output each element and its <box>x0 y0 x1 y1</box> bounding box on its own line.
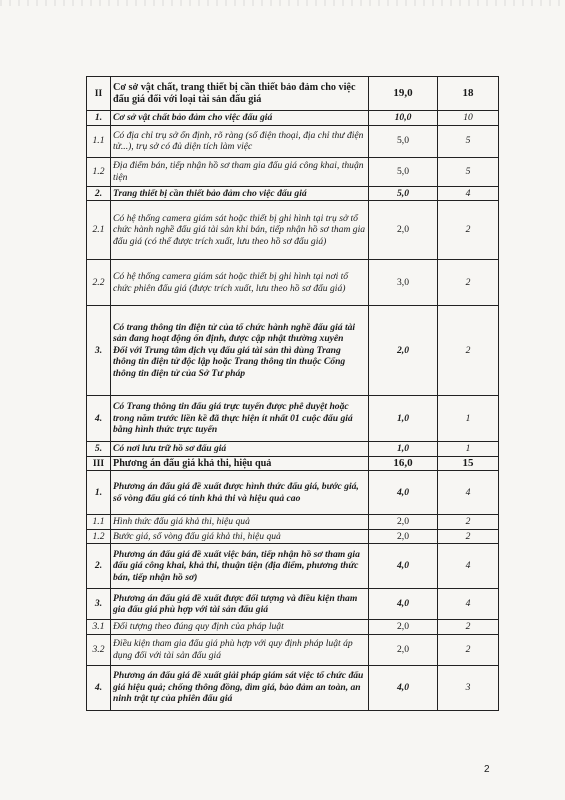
awarded-value: 2 <box>438 634 499 665</box>
criterion-text: Có trang thông tin điện tử của tổ chức hành nghề đấu giá tài sản đang hoạt động ổn định, được cập nhật thường xuyên Đối với Trung tâm dịch vụ đấu giá tài sản thì dùng Trang thông tin điện tử độc lập hoặc Trang thông tin thuộc Cổng thông tin điện tử của Sở Tư pháp <box>111 306 369 396</box>
table-row <box>87 186 499 201</box>
row-number: 3. <box>87 306 111 396</box>
table-row <box>87 396 499 442</box>
row-number: 1.1 <box>87 515 111 530</box>
table-row <box>87 529 499 544</box>
table-row <box>87 665 499 710</box>
criterion-text: Bước giá, số vòng đấu giá khả thi, hiệu quả <box>111 529 369 544</box>
score-value: 4,0 <box>369 471 438 515</box>
score-value: 16,0 <box>369 456 438 471</box>
criterion-text: Phương án đấu giá đề xuất việc bán, tiếp nhận hồ sơ tham gia đấu giá công khai, khả thi, thuận tiện (địa điểm, phương thức bán, tiếp nhận hồ sơ) <box>111 544 369 589</box>
row-number: 1. <box>87 471 111 515</box>
awarded-value: 4 <box>438 186 499 201</box>
criterion-text: Hình thức đấu giá khả thi, hiệu quả <box>111 515 369 530</box>
row-number: 2. <box>87 186 111 201</box>
table-row <box>87 634 499 665</box>
score-value: 3,0 <box>369 260 438 306</box>
row-number: III <box>87 456 111 471</box>
row-number: 2.1 <box>87 201 111 260</box>
score-value: 4,0 <box>369 544 438 589</box>
criterion-text: Đối tượng theo đúng quy định của pháp luật <box>111 620 369 635</box>
score-value: 5,0 <box>369 125 438 157</box>
criterion-text: Điều kiện tham gia đấu giá phù hợp với quy định pháp luật áp dụng đối với tài sản đấu giá <box>111 634 369 665</box>
table-row <box>87 125 499 157</box>
score-value: 1,0 <box>369 442 438 457</box>
table-row <box>87 456 499 471</box>
criterion-text: Trang thiết bị cần thiết bảo đảm cho việc đấu giá <box>111 186 369 201</box>
table-row <box>87 544 499 589</box>
table-row <box>87 77 499 111</box>
scan-edge <box>0 0 565 6</box>
criterion-text: Có Trang thông tin đấu giá trực tuyến được phê duyệt hoặc trong năm trước liền kề đã thực hiện ít nhất 01 cuộc đấu giá bằng hình thức trực tuyến <box>111 396 369 442</box>
table-row <box>87 589 499 620</box>
score-value: 1,0 <box>369 396 438 442</box>
score-value: 4,0 <box>369 665 438 710</box>
score-value: 4,0 <box>369 589 438 620</box>
criterion-text: Cơ sở vật chất, trang thiết bị cần thiết bảo đảm cho việc đấu giá đối với loại tài sản đấu giá <box>111 77 369 111</box>
row-number: 5. <box>87 442 111 457</box>
criterion-text: Địa điểm bán, tiếp nhận hồ sơ tham gia đấu giá công khai, thuận tiện <box>111 157 369 186</box>
table-row <box>87 442 499 457</box>
criterion-text: Phương án đấu giá đề xuất giải pháp giám sát việc tổ chức đấu giá hiệu quả; chống thông đồng, dìm giá, bảo đảm an toàn, an ninh trật tự của phiên đấu giá <box>111 665 369 710</box>
awarded-value: 2 <box>438 515 499 530</box>
table-row <box>87 260 499 306</box>
awarded-value: 3 <box>438 665 499 710</box>
table-row <box>87 111 499 126</box>
score-value: 2,0 <box>369 529 438 544</box>
criterion-text: Cơ sở vật chất bảo đảm cho việc đấu giá <box>111 111 369 126</box>
score-value: 2,0 <box>369 515 438 530</box>
table-row <box>87 201 499 260</box>
row-number: 4. <box>87 665 111 710</box>
row-number: 4. <box>87 396 111 442</box>
row-number: 1.2 <box>87 157 111 186</box>
awarded-value: 2 <box>438 306 499 396</box>
criterion-text: Có hệ thống camera giám sát hoặc thiết bị ghi hình tại trụ sở tổ chức hành nghề đấu giá tài sản khi bán, tiếp nhận hồ sơ tham gia đấu giá (có thể được trích xuất, lưu theo hồ sơ đấu giá) <box>111 201 369 260</box>
row-number: 1. <box>87 111 111 126</box>
score-value: 2,0 <box>369 201 438 260</box>
awarded-value: 15 <box>438 456 499 471</box>
page-number: 2 <box>484 764 490 775</box>
awarded-value: 4 <box>438 544 499 589</box>
row-number: II <box>87 77 111 111</box>
score-value: 19,0 <box>369 77 438 111</box>
criterion-text: Có địa chỉ trụ sở ổn định, rõ ràng (số điện thoại, địa chỉ thư điện tử...), trụ sở có đủ diện tích làm việc <box>111 125 369 157</box>
row-number: 3.2 <box>87 634 111 665</box>
awarded-value: 1 <box>438 396 499 442</box>
criterion-text: Có hệ thống camera giám sát hoặc thiết bị ghi hình tại nơi tổ chức phiên đấu giá (được trích xuất, lưu theo hồ sơ đấu giá) <box>111 260 369 306</box>
awarded-value: 2 <box>438 620 499 635</box>
awarded-value: 5 <box>438 125 499 157</box>
row-number: 2. <box>87 544 111 589</box>
row-number: 1.2 <box>87 529 111 544</box>
criterion-text: Phương án đấu giá đề xuất được đối tượng và điều kiện tham gia đấu giá phù hợp với tài sản đấu giá <box>111 589 369 620</box>
awarded-value: 2 <box>438 260 499 306</box>
score-value: 10,0 <box>369 111 438 126</box>
score-value: 2,0 <box>369 634 438 665</box>
score-value: 5,0 <box>369 157 438 186</box>
awarded-value: 1 <box>438 442 499 457</box>
criterion-text: Phương án đấu giá đề xuất được hình thức đấu giá, bước giá, số vòng đấu giá có tính khả thi và hiệu quả cao <box>111 471 369 515</box>
scoring-table-body <box>87 77 499 711</box>
awarded-value: 10 <box>438 111 499 126</box>
awarded-value: 2 <box>438 201 499 260</box>
row-number: 3.1 <box>87 620 111 635</box>
criterion-text: Phương án đấu giá khả thi, hiệu quả <box>111 456 369 471</box>
table-row <box>87 157 499 186</box>
table-row <box>87 471 499 515</box>
criterion-text: Có nơi lưu trữ hồ sơ đấu giá <box>111 442 369 457</box>
table-row <box>87 306 499 396</box>
score-value: 5,0 <box>369 186 438 201</box>
row-number: 2.2 <box>87 260 111 306</box>
row-number: 3. <box>87 589 111 620</box>
score-value: 2,0 <box>369 620 438 635</box>
awarded-value: 4 <box>438 589 499 620</box>
scoring-table <box>86 76 499 711</box>
awarded-value: 4 <box>438 471 499 515</box>
row-number: 1.1 <box>87 125 111 157</box>
table-row <box>87 620 499 635</box>
awarded-value: 2 <box>438 529 499 544</box>
awarded-value: 5 <box>438 157 499 186</box>
table-row <box>87 515 499 530</box>
awarded-value: 18 <box>438 77 499 111</box>
score-value: 2,0 <box>369 306 438 396</box>
